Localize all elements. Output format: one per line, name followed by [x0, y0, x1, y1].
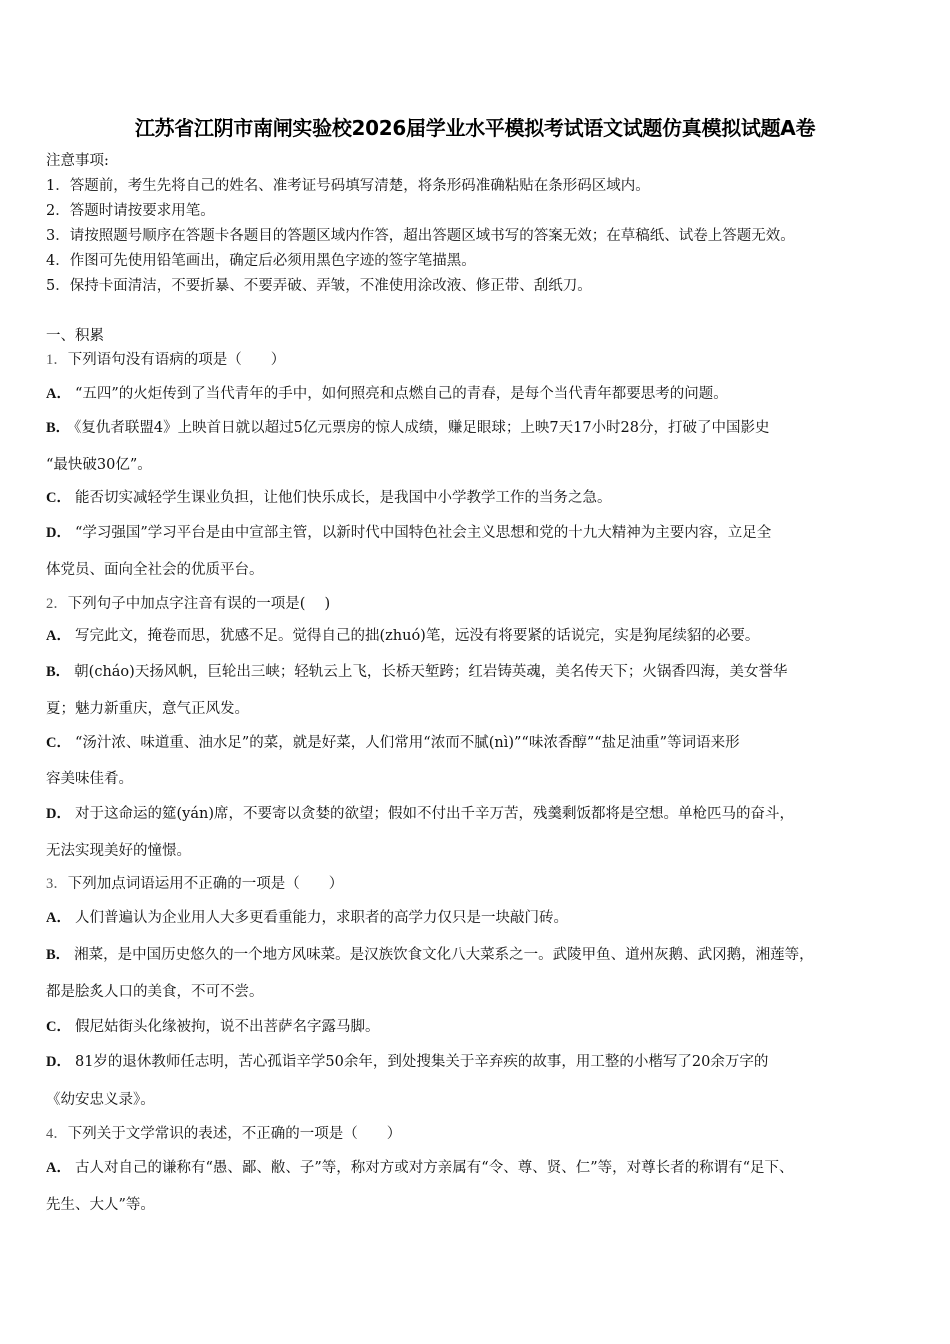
- question-3-option-d: [46, 1052, 768, 1072]
- question-text: 下列句子中加点字注音有误的一项是( ): [67, 596, 331, 612]
- question-2-option-b: [46, 662, 787, 682]
- option-text: 81岁的退休教师任志明，苦心孤诣辛学50余年，到处搜集关于辛弃疾的故事，用工整的小楷写了20余万字的: [74, 1054, 769, 1070]
- option-text: 能否切实减轻学生课业负担，让他们快乐成长，是我国中小学教学工作的当务之急。: [74, 490, 612, 506]
- question-4-option-a-cont: 先生、大人”等。: [46, 1197, 155, 1213]
- question-3-stem: [46, 874, 343, 894]
- question-text: 下列语句没有语病的项是（ ）: [67, 352, 286, 368]
- option-label: A．: [46, 910, 71, 926]
- option-label: B．: [46, 947, 71, 963]
- question-number: 1．: [46, 352, 68, 368]
- question-number: 2．: [46, 596, 68, 612]
- notice-item: 4．作图可先使用铅笔画出，确定后必须用黑色字迹的签字笔描黑。: [46, 253, 476, 269]
- option-label: A．: [46, 386, 71, 402]
- option-label: B．: [46, 420, 71, 436]
- question-1-option-b-cont: “最快破30亿”。: [46, 457, 152, 473]
- option-text: “学习强国”学习平台是由中宣部主管，以新时代中国特色社会主义思想和党的十九大精神为主要内容，立足全: [74, 525, 772, 541]
- option-label: A．: [46, 628, 71, 644]
- question-1-option-b: [46, 418, 770, 438]
- question-number: 3．: [46, 876, 68, 892]
- question-2-option-c: [46, 733, 740, 753]
- question-1-stem: [46, 350, 285, 370]
- question-2-option-d-cont: 无法实现美好的憧憬。: [46, 843, 191, 859]
- question-2-option-d: [46, 804, 794, 824]
- option-text: “汤汁浓、味道重、油水足”的菜，就是好菜，人们常用“浓而不腻(nì)”“味浓香醇”“盐足油重”等词语来形: [74, 735, 740, 751]
- question-1-option-d: [46, 523, 771, 543]
- notice-item: 1．答题前，考生先将自己的姓名、准考证号码填写清楚，将条形码准确粘贴在条形码区域内。: [46, 178, 650, 194]
- question-4-option-a: [46, 1158, 794, 1178]
- question-2-option-b-cont: 夏；魅力新重庆，意气正风发。: [46, 701, 249, 717]
- option-text: 湘菜，是中国历史悠久的一个地方风味菜。是汉族饮食文化八大菜系之一。武陵甲鱼、道州灰鹅、武冈鹅，湘莲等，: [74, 947, 814, 963]
- option-label: D．: [46, 1054, 71, 1070]
- question-1-option-a: [46, 384, 728, 404]
- option-label: D．: [46, 806, 71, 822]
- option-text: 人们普遍认为企业用人大多更看重能力，求职者的高学力仅只是一块敲门砖。: [74, 910, 568, 926]
- question-3-option-a: [46, 908, 568, 928]
- option-label: B．: [46, 664, 71, 680]
- option-label: C．: [46, 490, 71, 506]
- notice-item: 3．请按照题号顺序在答题卡各题目的答题区域内作答，超出答题区域书写的答案无效；在草稿纸、试卷上答题无效。: [46, 228, 795, 244]
- option-text: 《复仇者联盟4》上映首日就以超过5亿元票房的惊人成绩，赚足眼球；上映7天17小时28分，打破了中国影史: [74, 420, 770, 436]
- question-1-option-c: [46, 488, 611, 508]
- question-4-stem: [46, 1124, 401, 1144]
- option-label: A．: [46, 1160, 71, 1176]
- option-label: C．: [46, 735, 71, 751]
- question-2-option-c-cont: 容美味佳肴。: [46, 771, 133, 787]
- section-heading: 一、积累: [46, 328, 104, 344]
- question-text: 下列关于文学常识的表述，不正确的一项是（ ）: [67, 1126, 402, 1142]
- option-text: 写完此文，掩卷而思，犹感不足。觉得自己的拙(zhuó)笔，远没有将要紧的话说完，实是狗尾续貂的必要。: [74, 628, 760, 644]
- question-2-stem: [46, 594, 330, 614]
- question-3-option-b: [46, 945, 814, 965]
- option-text: 假尼姑街头化缘被拘，说不出菩萨名字露马脚。: [74, 1019, 380, 1035]
- notice-item: 5．保持卡面清洁，不要折暴、不要弄破、弄皱，不准使用涂改液、修正带、刮纸刀。: [46, 278, 592, 294]
- option-text: 朝(cháo)天扬风帆，巨轮出三峡；轻轨云上飞，长桥天堑跨；红岩铸英魂，美名传天下；火锅香四海，美女誉华: [74, 664, 788, 680]
- option-text: 对于这命运的筵(yán)席，不要寄以贪婪的欲望；假如不付出千辛万苦，残羹剩饭都将是空想。单枪匹马的奋斗，: [74, 806, 794, 822]
- option-label: C．: [46, 1019, 71, 1035]
- question-3-option-b-cont: 都是脍炙人口的美食，不可不尝。: [46, 984, 264, 1000]
- notice-item: 2．答题时请按要求用笔。: [46, 203, 215, 219]
- option-text: “五四”的火炬传到了当代青年的手中，如何照亮和点燃自己的青春，是每个当代青年都要思考的问题。: [74, 386, 728, 402]
- option-text: 古人对自己的谦称有“愚、鄙、敝、子”等，称对方或对方亲属有“令、尊、贤、仁”等，对尊长者的称谓有“足下、: [74, 1160, 794, 1176]
- question-3-option-c: [46, 1017, 379, 1037]
- question-number: 4．: [46, 1126, 68, 1142]
- option-label: D．: [46, 525, 71, 541]
- notice-heading: 注意事项:: [46, 153, 109, 169]
- question-3-option-d-cont: 《幼安忠义录》。: [46, 1092, 155, 1108]
- question-2-option-a: [46, 626, 759, 646]
- question-1-option-d-cont: 体党员、面向全社会的优质平台。: [46, 562, 264, 578]
- question-text: 下列加点词语运用不正确的一项是（ ）: [67, 876, 344, 892]
- page-title: 江苏省江阴市南闸实验校2026届学业水平模拟考试语文试题仿真模拟试题A卷: [134, 116, 816, 140]
